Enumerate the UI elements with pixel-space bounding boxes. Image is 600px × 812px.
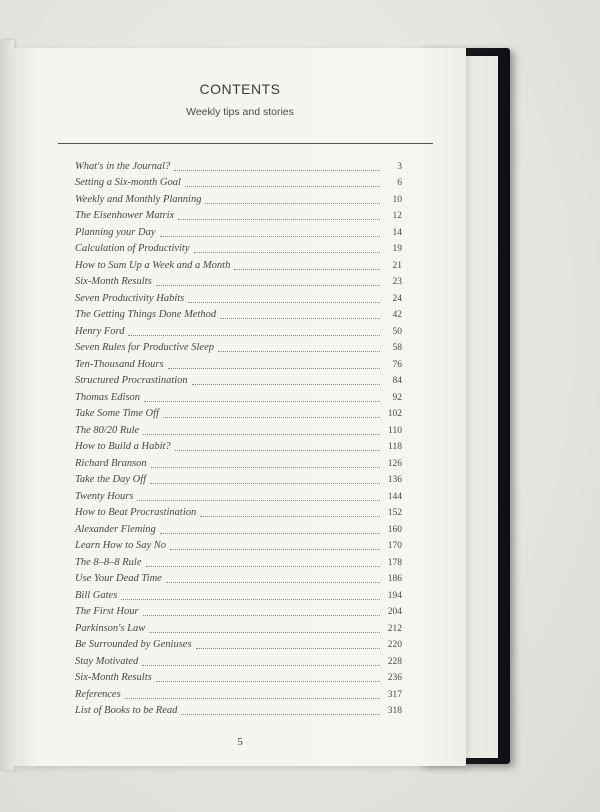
dot-leader xyxy=(178,218,380,220)
toc-entry[interactable] xyxy=(75,273,402,290)
dot-leader xyxy=(142,664,380,666)
toc-entry-page: 136 xyxy=(387,475,402,485)
toc-entry[interactable] xyxy=(75,174,402,191)
toc-entry-page: 204 xyxy=(387,607,402,617)
toc-entry-page: 170 xyxy=(387,541,402,551)
dot-leader xyxy=(166,581,380,583)
toc-entry-title: Weekly and Monthly Planning xyxy=(75,193,202,205)
dot-leader xyxy=(151,466,380,468)
toc-entry-page: 178 xyxy=(387,557,402,568)
toc-entry[interactable] xyxy=(75,157,402,174)
page-subtitle: Weekly tips and stories xyxy=(186,106,294,118)
dot-leader xyxy=(160,235,381,237)
contents-page xyxy=(14,48,466,766)
toc-entry-page: 10 xyxy=(392,194,402,205)
toc-entry-page: 317 xyxy=(387,689,402,700)
toc-entry-title: Use Your Dead Time xyxy=(75,573,162,584)
toc-entry-page: 14 xyxy=(392,227,402,238)
toc-entry[interactable] xyxy=(75,322,402,339)
toc-entry-page: 42 xyxy=(392,310,402,320)
toc-entry[interactable] xyxy=(75,223,402,240)
toc-entry-title: What's in the Journal? xyxy=(75,160,171,172)
toc-entry-title: How to Build a Habit? xyxy=(75,441,171,452)
toc-entry-page: 84 xyxy=(392,376,402,386)
toc-entry-page: 152 xyxy=(387,508,402,518)
toc-entry[interactable] xyxy=(75,685,402,702)
toc-entry[interactable] xyxy=(75,487,402,504)
toc-entry-page: 19 xyxy=(392,244,402,254)
toc-entry-page: 318 xyxy=(387,706,402,716)
toc-entry-page: 228 xyxy=(387,656,402,667)
toc-entry-title: Seven Rules for Productive Sleep xyxy=(75,342,214,353)
toc-entry-page: 58 xyxy=(392,343,402,353)
toc-entry[interactable] xyxy=(75,388,402,405)
toc-entry-title: Henry Ford xyxy=(75,325,125,337)
toc-entry[interactable] xyxy=(75,603,402,620)
toc-entry-title: Ten-Thousand Hours xyxy=(75,358,164,370)
toc-entry-title: Six-Month Results xyxy=(75,672,152,683)
toc-entry-title: Stay Motivated xyxy=(75,655,139,667)
dot-leader xyxy=(234,268,380,270)
toc-entry-title: Take the Day Off xyxy=(75,474,147,485)
dot-leader xyxy=(156,680,380,682)
dot-leader xyxy=(128,334,380,336)
toc-entry-page: 12 xyxy=(392,211,402,221)
toc-entry[interactable] xyxy=(75,636,402,653)
page-number: 5 xyxy=(237,736,243,748)
dot-leader xyxy=(174,169,380,171)
table-of-contents xyxy=(75,157,402,718)
toc-entry-page: 23 xyxy=(392,277,402,287)
toc-entry-title: Take Some Time Off xyxy=(75,408,159,419)
divider xyxy=(58,143,433,144)
dot-leader xyxy=(144,400,380,402)
toc-entry-page: 194 xyxy=(387,590,402,601)
dot-leader xyxy=(200,515,380,517)
toc-entry-page: 220 xyxy=(387,640,402,650)
toc-entry[interactable] xyxy=(75,190,402,207)
toc-entry[interactable] xyxy=(75,454,402,471)
toc-entry-page: 6 xyxy=(397,178,402,188)
dot-leader xyxy=(170,548,380,550)
toc-entry-title: How to Sum Up a Week and a Month xyxy=(75,259,231,271)
dot-leader xyxy=(220,317,380,319)
dot-leader xyxy=(143,614,380,616)
toc-entry-title: Structured Procrastination xyxy=(75,375,188,386)
toc-entry[interactable] xyxy=(75,520,402,537)
dot-leader xyxy=(121,598,380,600)
toc-entry[interactable] xyxy=(75,669,402,686)
dot-leader xyxy=(192,383,380,385)
toc-entry[interactable] xyxy=(75,537,402,554)
toc-entry-title: How to Beat Procrastination xyxy=(75,507,197,518)
toc-entry-page: 118 xyxy=(388,442,402,452)
dot-leader xyxy=(218,350,380,352)
toc-entry[interactable] xyxy=(75,405,402,422)
toc-entry[interactable] xyxy=(75,471,402,488)
dot-leader xyxy=(194,251,380,253)
toc-entry[interactable] xyxy=(75,339,402,356)
toc-entry-title: References xyxy=(75,688,121,700)
toc-entry-page: 186 xyxy=(387,574,402,584)
dot-leader xyxy=(185,185,380,187)
toc-entry[interactable] xyxy=(75,355,402,372)
toc-entry-title: Seven Productivity Habits xyxy=(75,292,185,304)
toc-entry-title: The 8–8–8 Rule xyxy=(75,556,142,568)
toc-entry-title: Bill Gates xyxy=(75,589,118,601)
toc-entry[interactable] xyxy=(75,256,402,273)
toc-entry[interactable] xyxy=(75,438,402,455)
toc-entry-page: 144 xyxy=(387,491,402,502)
toc-entry[interactable] xyxy=(75,289,402,306)
toc-entry[interactable] xyxy=(75,702,402,719)
toc-entry[interactable] xyxy=(75,207,402,224)
toc-entry-title: Six-Month Results xyxy=(75,276,152,287)
toc-entry-title: The Eisenhower Matrix xyxy=(75,210,175,221)
toc-entry-page: 3 xyxy=(397,161,402,172)
dot-leader xyxy=(156,284,380,286)
toc-entry-title: Be Surrounded by Geniuses xyxy=(75,639,192,650)
dot-leader xyxy=(150,482,380,484)
dot-leader xyxy=(146,565,381,567)
dot-leader xyxy=(188,301,380,303)
toc-entry[interactable] xyxy=(75,240,402,257)
toc-entry-title: Planning your Day xyxy=(75,226,156,238)
toc-entry-page: 21 xyxy=(392,260,402,271)
toc-entry-title: Twenty Hours xyxy=(75,490,134,502)
toc-entry[interactable] xyxy=(75,652,402,669)
dot-leader xyxy=(168,367,380,369)
toc-entry-page: 50 xyxy=(392,326,402,337)
toc-entry[interactable] xyxy=(75,504,402,521)
toc-entry-title: Alexander Fleming xyxy=(75,523,156,535)
toc-entry-title: Learn How to Say No xyxy=(75,540,167,551)
toc-entry-title: Calculation of Productivity xyxy=(75,243,190,254)
toc-entry-page: 212 xyxy=(387,623,402,634)
toc-entry-page: 102 xyxy=(387,409,402,419)
toc-entry-page: 110 xyxy=(388,425,402,436)
toc-entry-title: Setting a Six-month Goal xyxy=(75,177,181,188)
toc-entry-page: 236 xyxy=(387,673,402,683)
left-facing-page xyxy=(0,40,14,770)
toc-entry-title: The Getting Things Done Method xyxy=(75,309,217,320)
toc-entry-title: The First Hour xyxy=(75,606,139,617)
toc-entry-page: 24 xyxy=(392,293,402,304)
toc-entry-title: List of Books to be Read xyxy=(75,705,178,716)
toc-entry[interactable] xyxy=(75,586,402,603)
dot-leader xyxy=(137,499,380,501)
dot-leader xyxy=(175,449,380,451)
toc-entry-page: 160 xyxy=(387,524,402,535)
dot-leader xyxy=(205,202,380,204)
toc-entry[interactable] xyxy=(75,306,402,323)
dot-leader xyxy=(149,631,380,633)
toc-entry[interactable] xyxy=(75,570,402,587)
toc-entry-title: Richard Branson xyxy=(75,457,147,469)
toc-entry-title: The 80/20 Rule xyxy=(75,424,140,436)
page-title: CONTENTS xyxy=(199,81,281,97)
dot-leader xyxy=(163,416,380,418)
toc-entry-title: Thomas Edison xyxy=(75,391,141,403)
toc-entry[interactable] xyxy=(75,372,402,389)
toc-entry-page: 126 xyxy=(387,458,402,469)
dot-leader xyxy=(143,433,380,435)
toc-entry[interactable] xyxy=(75,553,402,570)
toc-entry-page: 76 xyxy=(392,359,402,370)
dot-leader xyxy=(160,532,380,534)
dot-leader xyxy=(125,697,380,699)
toc-entry-page: 92 xyxy=(392,392,402,403)
toc-entry-title: Parkinson's Law xyxy=(75,622,146,634)
toc-entry[interactable] xyxy=(75,619,402,636)
dot-leader xyxy=(196,647,380,649)
dot-leader xyxy=(181,713,380,715)
toc-entry[interactable] xyxy=(75,421,402,438)
